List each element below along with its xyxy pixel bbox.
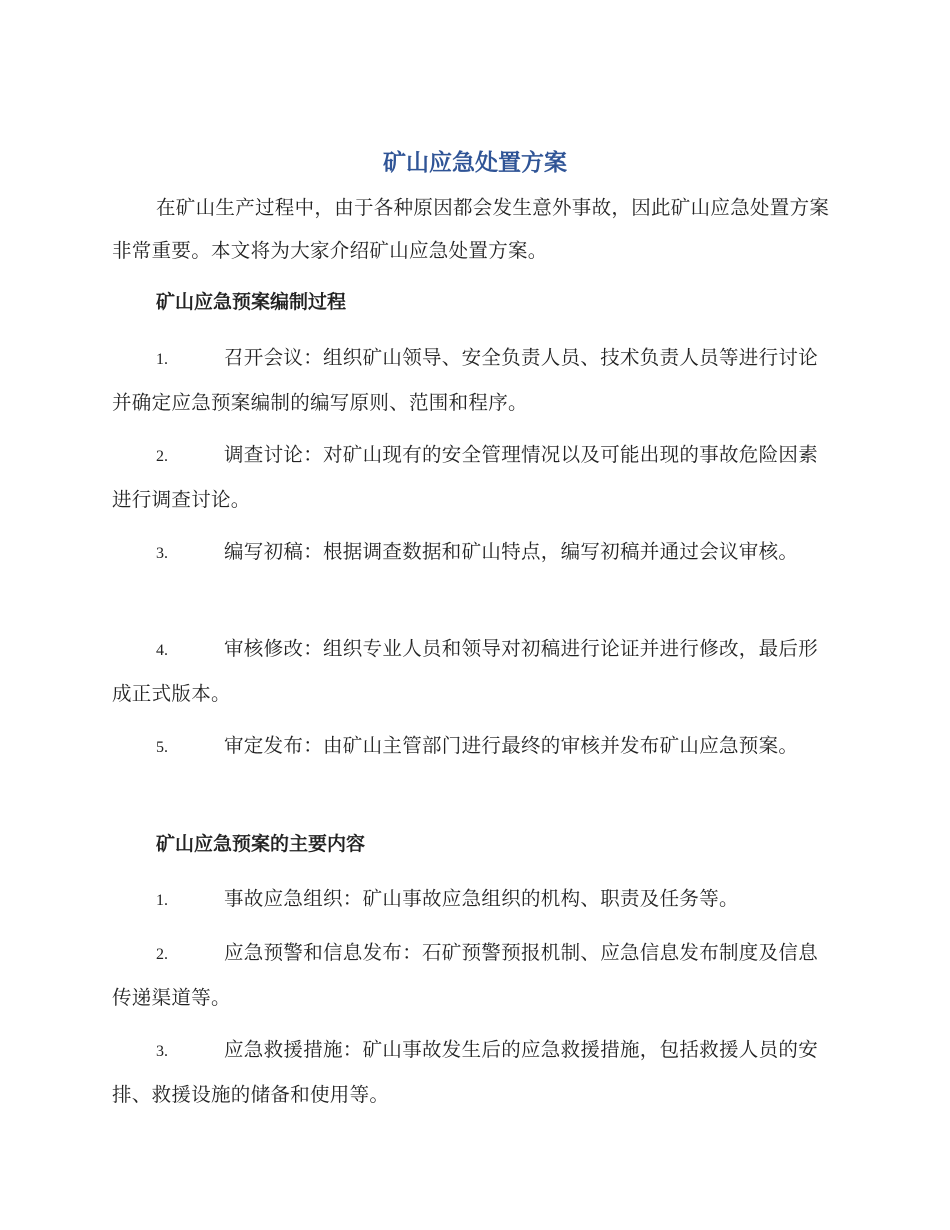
list-item-number: 3. — [156, 545, 168, 562]
list-item-number: 3. — [156, 1043, 168, 1060]
list-item-text: 召开会议：组织矿山领导、安全负责人员、技术负责人员等进行讨论并确定应急预案编制的编写原则、范围和程序。 — [112, 346, 819, 414]
list-item-number: 1. — [156, 892, 168, 909]
list-item-text: 编写初稿：根据调查数据和矿山特点，编写初稿并通过会议审核。 — [224, 540, 799, 563]
list-item-text: 审核修改：组织专业人员和领导对初稿进行论证并进行修改，最后形成正式版本。 — [112, 637, 819, 705]
document-title: 矿山应急处置方案 — [383, 150, 567, 176]
list-item — [112, 724, 834, 769]
list-item-text: 审定发布：由矿山主管部门进行最终的审核并发布矿山应急预案。 — [224, 734, 799, 757]
section-heading-main-content: 矿山应急预案的主要内容 — [156, 833, 366, 855]
list-item — [112, 877, 834, 922]
list-item-text: 事故应急组织：矿山事故应急组织的机构、职责及任务等。 — [224, 887, 739, 910]
list-item — [112, 1028, 834, 1116]
list-item-number: 1. — [156, 351, 168, 368]
list-item — [112, 433, 834, 521]
list-item-text: 应急救援措施：矿山事故发生后的应急救援措施，包括救援人员的安排、救援设施的储备和使用等。 — [112, 1038, 819, 1106]
list-item-number: 2. — [156, 448, 168, 465]
intro-paragraph: 在矿山生产过程中，由于各种原因都会发生意外事故，因此矿山应急处置方案非常重要。本文将为大家介绍矿山应急处置方案。 — [112, 196, 830, 262]
list-item — [112, 931, 834, 1019]
list-item — [112, 336, 834, 424]
list-item-number: 4. — [156, 642, 168, 659]
list-item-number: 2. — [156, 946, 168, 963]
list-item — [112, 627, 834, 715]
list-item-text: 应急预警和信息发布：石矿预警预报机制、应急信息发布制度及信息传递渠道等。 — [112, 941, 819, 1009]
section-heading-compilation: 矿山应急预案编制过程 — [156, 291, 347, 313]
list-item-text: 调查讨论：对矿山现有的安全管理情况以及可能出现的事故危险因素进行调查讨论。 — [112, 443, 819, 511]
list-item-number: 5. — [156, 739, 168, 756]
list-item — [112, 530, 834, 575]
